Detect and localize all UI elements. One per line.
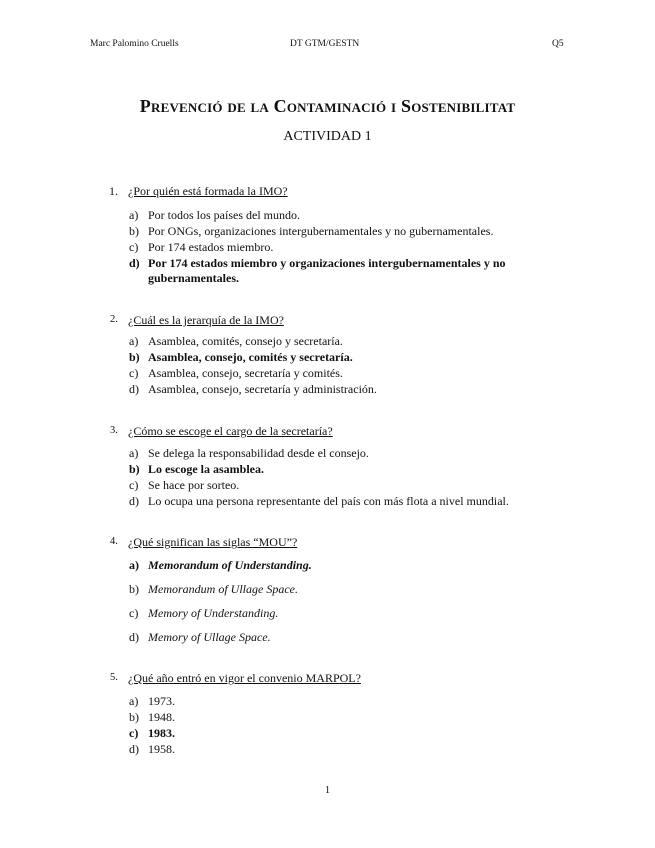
option-text: 1958. — [148, 742, 175, 756]
question-number: 1. — [109, 184, 118, 198]
option-letter: b) — [129, 224, 139, 238]
option-letter: d) — [129, 742, 139, 756]
option-text: Memorandum of Ullage Space. — [148, 582, 298, 596]
option-letter: a) — [129, 446, 139, 460]
question-number: 5. — [110, 672, 118, 683]
option-letter: b) — [129, 350, 140, 364]
option-text: 1983. — [148, 726, 175, 740]
option-letter: b) — [129, 462, 140, 476]
option-text: Asamblea, consejo, comités y secretaría. — [148, 350, 353, 364]
option-letter: c) — [129, 726, 139, 740]
option-text: Se hace por sorteo. — [148, 478, 240, 492]
question-number: 2. — [110, 314, 118, 325]
option-letter: a) — [129, 694, 139, 708]
option-letter: d) — [129, 382, 139, 396]
option-letter: c) — [129, 366, 139, 380]
question-text: ¿Por quién está formada la IMO? — [128, 184, 288, 198]
question-text: ¿Cuál es la jerarquía de la IMO? — [128, 313, 284, 327]
option-text: Lo ocupa una persona representante del país con más flota a nivel mundial. — [148, 494, 509, 508]
option-letter: a) — [129, 208, 139, 222]
option-text: Por ONGs, organizaciones intergubernamentales y no gubernamentales. — [148, 224, 494, 238]
question-text: ¿Cómo se escoge el cargo de la secretaría? — [128, 424, 333, 438]
question-text: ¿Qué significan las siglas “MOU”? — [128, 535, 298, 549]
option-text: Se delega la responsabilidad desde el consejo. — [148, 446, 369, 460]
option-text: 1948. — [148, 710, 175, 724]
option-text: Asamblea, comités, consejo y secretaría. — [148, 334, 343, 348]
option-letter: c) — [129, 478, 139, 492]
option-letter: d) — [129, 494, 139, 508]
option-text: Memory of Understanding. — [148, 606, 279, 620]
option-text: 1973. — [148, 694, 175, 708]
option-text: Memory of Ullage Space. — [148, 630, 271, 644]
option-text: Por 174 estados miembro. — [148, 240, 274, 254]
page-number: 1 — [324, 785, 331, 796]
option-letter: d) — [129, 256, 140, 270]
option-letter: a) — [129, 558, 139, 572]
option-text: Asamblea, consejo, secretaría y administración. — [148, 382, 377, 396]
option-letter: b) — [129, 710, 139, 724]
question-number: 3. — [110, 425, 118, 436]
option-letter: a) — [129, 334, 139, 348]
option-text: Por todos los países del mundo. — [148, 208, 300, 222]
option-text: Lo escoge la asamblea. — [148, 462, 264, 476]
question-number: 4. — [110, 536, 118, 547]
option-letter: c) — [129, 606, 139, 620]
option-text: Memorandum of Understanding. — [148, 558, 312, 572]
document-title: Prevenció de la Contaminació i Sostenibilitat — [139, 96, 516, 116]
option-letter: b) — [129, 582, 139, 596]
header-term: Q5 — [552, 39, 564, 49]
document-subtitle: ACTIVIDAD 1 — [283, 129, 372, 144]
option-letter: d) — [129, 630, 139, 644]
header-course: DT GTM/GESTN — [290, 39, 360, 49]
option-text: Asamblea, consejo, secretaría y comités. — [148, 366, 343, 380]
header-author: Marc Palomino Cruells — [90, 39, 179, 49]
option-text: Por 174 estados miembro y organizaciones intergubernamentales y no gubernamentales. — [148, 256, 506, 285]
question-text: ¿Qué año entró en vigor el convenio MARPOL? — [128, 671, 361, 685]
option-letter: c) — [129, 240, 139, 254]
